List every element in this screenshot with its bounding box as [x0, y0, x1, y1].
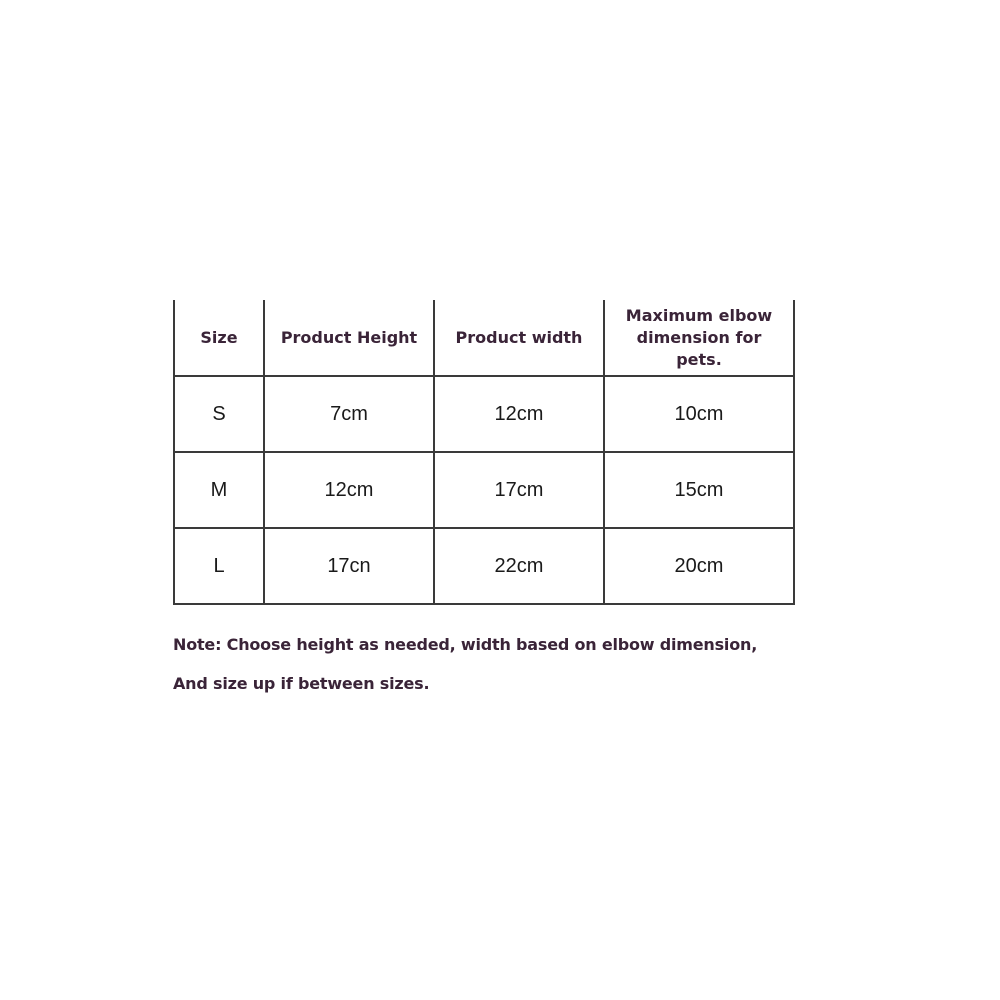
table-row: [174, 376, 794, 452]
header-size: Size: [174, 300, 264, 376]
header-product-height: Product Height: [264, 300, 434, 376]
cell-width: 22cm: [434, 528, 604, 604]
table-row: [174, 528, 794, 604]
cell-height: 12cm: [264, 452, 434, 528]
table-header-row: [174, 300, 794, 376]
table-row: [174, 452, 794, 528]
header-max-elbow-dimension: [604, 300, 794, 376]
header-product-width: Product width: [434, 300, 604, 376]
cell-width: 12cm: [434, 376, 604, 452]
note-line-2: And size up if between sizes.: [173, 674, 430, 693]
cell-size: L: [174, 528, 264, 604]
cell-height: 17cn: [264, 528, 434, 604]
cell-elbow: 10cm: [604, 376, 794, 452]
size-chart-table: [173, 300, 795, 605]
cell-width: 17cm: [434, 452, 604, 528]
header-elbow-text: Maximum elbow dimension for pets.: [625, 305, 773, 369]
cell-size: S: [174, 376, 264, 452]
cell-elbow: 20cm: [604, 528, 794, 604]
note-line-1: Note: Choose height as needed, width based on elbow dimension,: [173, 635, 758, 654]
cell-size: M: [174, 452, 264, 528]
cell-height: 7cm: [264, 376, 434, 452]
cell-elbow: 15cm: [604, 452, 794, 528]
